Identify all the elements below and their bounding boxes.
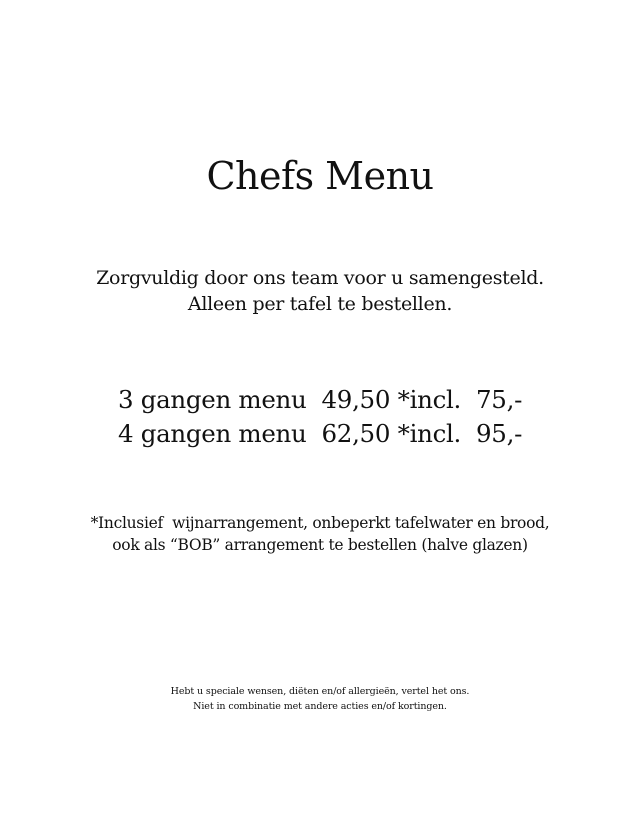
note-line-1: *Inclusief wijnarrangement, onbeperkt tafelwater en brood, [90, 514, 550, 532]
note-line-2: ook als “BOB” arrangement te bestellen (halve glazen) [112, 536, 528, 554]
intro-text [0, 265, 640, 317]
footer-line-2: Niet in combinatie met andere acties en/of kortingen. [193, 701, 447, 712]
footer-line-1: Hebt u speciale wensen, diëten en/of allergieën, vertel het ons. [170, 686, 470, 697]
wine-arrangement-note [0, 512, 640, 556]
page-title: Chefs Menu [206, 154, 434, 198]
price-line-3-courses: 3 gangen menu 49,50 *incl. 75,- [117, 385, 523, 414]
price-list [0, 383, 640, 451]
intro-line-2: Alleen per tafel te bestellen. [187, 293, 453, 315]
footer-disclaimer [0, 684, 640, 714]
price-line-4-courses: 4 gangen menu 62,50 *incl. 95,- [117, 419, 523, 448]
intro-line-1: Zorgvuldig door ons team voor u samengesteld. [96, 267, 544, 289]
